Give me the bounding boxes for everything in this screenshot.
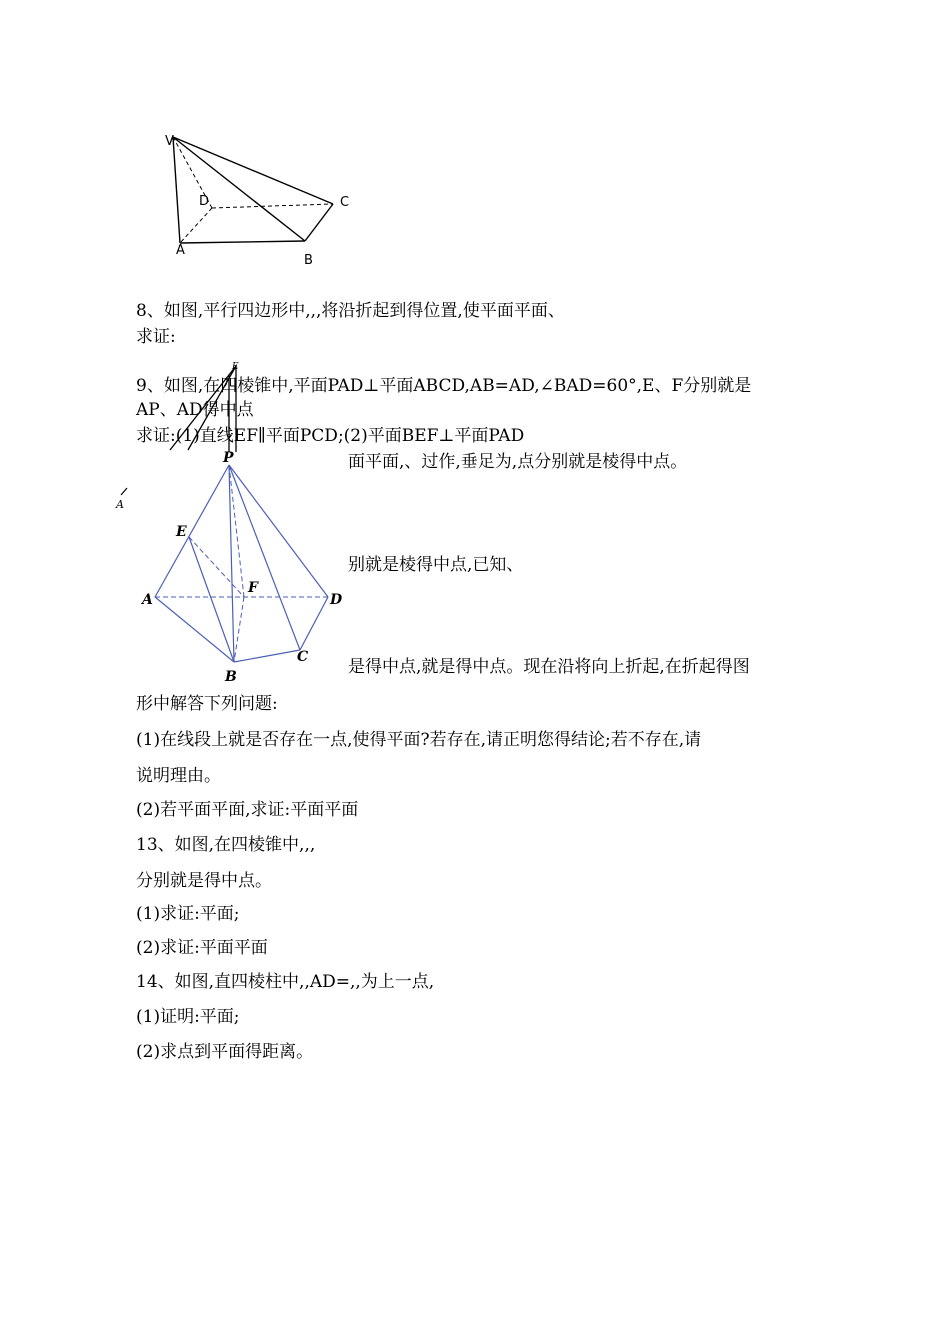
vertex-label-v: V — [165, 134, 174, 149]
fold-part-2: (2)若平面平面,求证:平面平面 — [136, 800, 359, 820]
question-9-text-cont: AP、AD得中点 — [136, 400, 254, 420]
vertex-label-b: B — [304, 253, 313, 268]
svg-text:A: A — [116, 498, 124, 511]
vertex-label-c2: C — [297, 649, 309, 665]
question-13-text-cont: 分别就是得中点。 — [136, 871, 272, 891]
question-14-text: 14、如图,直四棱柱中,,AD=,,为上一点, — [136, 972, 435, 992]
vertex-label-a: A — [176, 243, 185, 258]
svg-text:E: E — [232, 362, 239, 372]
fold-question-text: 形中解答下列问题: — [136, 694, 278, 714]
question-8-text: 8、如图,平行四边形中,,,将沿折起到得位置,使平面平面、 — [136, 301, 565, 321]
vertex-label-c: C — [340, 195, 350, 210]
vertex-label-d: D — [199, 194, 210, 209]
question-8-prove: 求证: — [136, 327, 176, 347]
fold-part-1-cont: 说明理由。 — [136, 766, 221, 786]
question-9-prove: 求证:(1)直线EF∥平面PCD;(2)平面BEF⊥平面PAD — [136, 426, 525, 446]
side-text-2: 别就是棱得中点,已知、 — [348, 555, 524, 575]
question-13-text: 13、如图,在四棱锥中,,, — [136, 835, 316, 855]
vertex-label-f: F — [248, 580, 258, 596]
side-text-1: 面平面,、过作,垂足为,点分别就是棱得中点。 — [348, 452, 688, 472]
vertex-label-e: E — [176, 524, 187, 540]
vertex-label-b2: B — [225, 669, 237, 685]
question-14-part-1: (1)证明:平面; — [136, 1007, 240, 1027]
question-14-part-2: (2)求点到平面得距离。 — [136, 1042, 314, 1062]
side-text-3: 是得中点,就是得中点。现在沿将向上折起,在折起得图 — [348, 657, 750, 677]
vertex-label-p: P — [223, 450, 234, 466]
question-13-part-2: (2)求证:平面平面 — [136, 938, 268, 958]
question-9-text: 9、如图,在四棱锥中,平面PAD⊥平面ABCD,AB=AD,∠BAD=60°,E、F分别就是 — [136, 376, 752, 396]
vertex-label-d2: D — [330, 592, 343, 608]
vertex-label-a2: A — [142, 592, 153, 608]
question-13-part-1: (1)求证:平面; — [136, 904, 240, 924]
fold-part-1: (1)在线段上就是否存在一点,使得平面?若存在,请正明您得结论;若不存在,请 — [136, 730, 702, 750]
